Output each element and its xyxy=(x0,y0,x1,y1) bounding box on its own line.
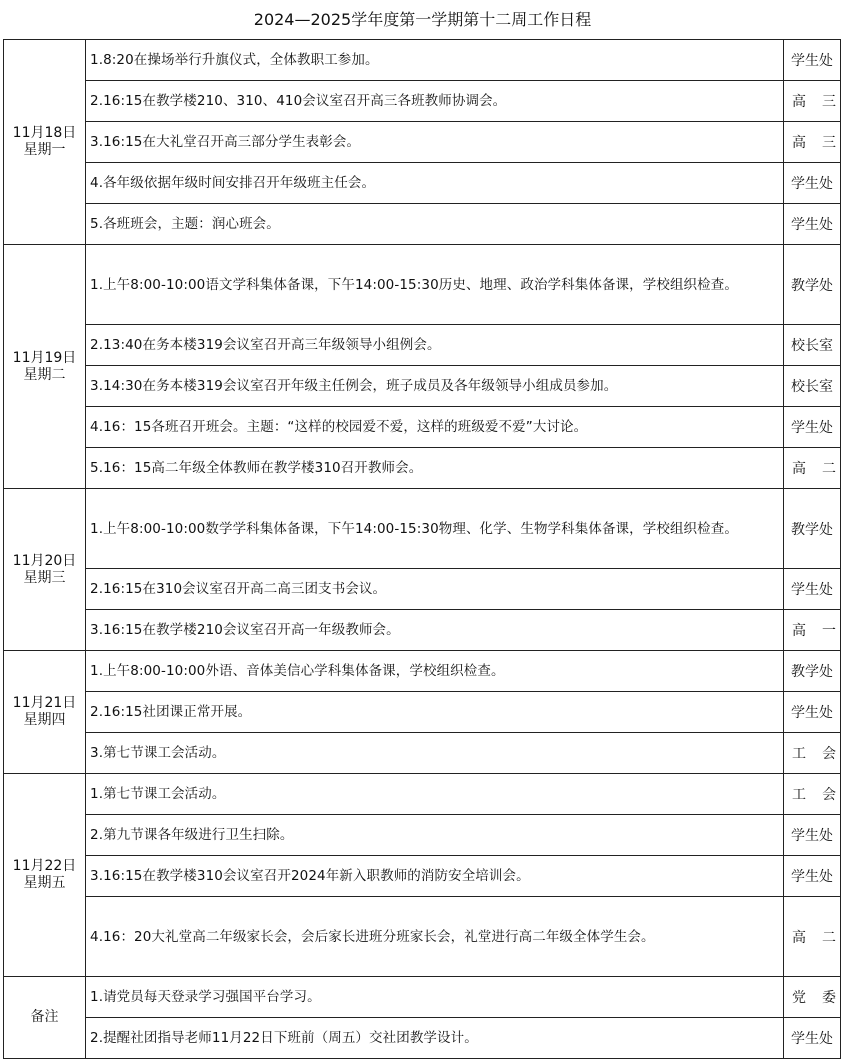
day-weekday: 星期四 xyxy=(23,712,66,728)
department-label: 党委 xyxy=(792,990,852,1006)
day-weekday: 星期三 xyxy=(23,569,66,586)
schedule-item: 2.16:15在教学楼210、310、410会议室召开高三各班教师协调会。 xyxy=(86,81,784,122)
department-label: 校长室 xyxy=(791,379,833,395)
department-cell xyxy=(784,774,852,815)
schedule-item: 2.16:15在310会议室召开高二高三团支书会议。 xyxy=(86,569,784,610)
schedule-item: 2.13:40在务本楼319会议室召开高三年级领导小组例会。 xyxy=(86,325,784,366)
schedule-row xyxy=(4,774,841,815)
department-cell xyxy=(784,163,841,204)
schedule-item: 4.各年级依据年级时间安排召开年级班主任会。 xyxy=(86,163,784,204)
department-label: 学生处 xyxy=(791,828,833,844)
schedule-row xyxy=(4,122,841,163)
department-label: 教学处 xyxy=(791,521,833,538)
department-cell xyxy=(784,325,841,366)
day-cell xyxy=(4,245,86,489)
schedule-item: 3.16:15在教学楼210会议室召开高一年级教师会。 xyxy=(86,610,784,651)
schedule-item: 4.16：15各班召开班会。主题：“这样的校园爱不爱，这样的班级爱不爱”大讨论。 xyxy=(86,407,784,448)
schedule-row xyxy=(4,40,841,81)
schedule-row xyxy=(4,856,841,897)
department-cell xyxy=(784,977,852,1018)
department-label: 学生处 xyxy=(791,176,833,192)
department-label: 学生处 xyxy=(791,420,833,436)
schedule-item: 2.第九节课各年级进行卫生扫除。 xyxy=(86,815,784,856)
day-weekday: 星期五 xyxy=(23,875,66,891)
department-label: 高一 xyxy=(792,623,852,639)
department-cell xyxy=(784,448,852,489)
page-title: 2024—2025学年度第一学期第十二周工作日程 xyxy=(253,10,592,29)
department-label: 校长室 xyxy=(791,338,833,354)
schedule-item: 3.16:15在大礼堂召开高三部分学生表彰会。 xyxy=(86,122,784,163)
department-label: 教学处 xyxy=(791,664,833,680)
schedule-item: 1.上午8:00-10:00语文学科集体备课，下午14:00-15:30历史、地理、政治学科集体备课，学校组织检查。 xyxy=(86,245,784,325)
department-cell xyxy=(784,733,852,774)
schedule-row xyxy=(4,733,841,774)
day-date: 11月18日 xyxy=(12,125,77,141)
day-cell xyxy=(4,489,86,651)
department-label: 学生处 xyxy=(791,1031,833,1047)
department-cell xyxy=(784,1018,841,1059)
schedule-row xyxy=(4,245,841,325)
schedule-row xyxy=(4,448,841,489)
department-cell xyxy=(784,856,841,897)
department-cell xyxy=(784,569,841,610)
schedule-row xyxy=(4,81,841,122)
schedule-item: 1.请党员每天登录学习强国平台学习。 xyxy=(86,977,784,1018)
department-cell xyxy=(784,815,841,856)
schedule-body xyxy=(4,40,852,1059)
schedule-row xyxy=(4,407,841,448)
day-date: 11月22日 xyxy=(12,858,77,874)
day-cell xyxy=(4,40,86,245)
department-label: 工会 xyxy=(792,787,852,803)
day-date: 11月20日 xyxy=(12,552,77,569)
schedule-item: 3.第七节课工会活动。 xyxy=(86,733,784,774)
schedule-row xyxy=(4,569,841,610)
schedule-item: 1.第七节课工会活动。 xyxy=(86,774,784,815)
department-label: 高三 xyxy=(792,135,852,151)
day-cell xyxy=(4,977,86,1059)
day-date: 11月21日 xyxy=(12,695,77,711)
schedule-row xyxy=(4,366,841,407)
department-label: 工会 xyxy=(792,746,852,762)
schedule-row xyxy=(4,489,841,569)
day-cell xyxy=(4,774,86,977)
schedule-item: 2.16:15社团课正常开展。 xyxy=(86,692,784,733)
department-label: 高三 xyxy=(792,94,852,110)
department-cell xyxy=(784,245,841,325)
department-label: 学生处 xyxy=(791,217,833,233)
schedule-item: 5.各班班会，主题：润心班会。 xyxy=(86,204,784,245)
department-cell xyxy=(784,81,852,122)
department-cell xyxy=(784,40,841,81)
schedule-table xyxy=(3,39,852,1059)
schedule-item: 3.16:15在教学楼310会议室召开2024年新入职教师的消防安全培训会。 xyxy=(86,856,784,897)
schedule-row xyxy=(4,897,841,977)
day-weekday: 星期二 xyxy=(23,366,66,383)
schedule-item: 5.16：15高二年级全体教师在教学楼310召开教师会。 xyxy=(86,448,784,489)
department-label: 学生处 xyxy=(791,705,833,721)
department-cell xyxy=(784,651,841,692)
department-label: 高二 xyxy=(792,461,852,477)
department-cell xyxy=(784,204,841,245)
schedule-row xyxy=(4,1018,841,1059)
department-cell xyxy=(784,366,841,407)
schedule-item: 4.16：20大礼堂高二年级家长会，会后家长进班分班家长会，礼堂进行高二年级全体学生会。 xyxy=(86,897,784,977)
department-label: 高二 xyxy=(792,929,852,946)
schedule-row xyxy=(4,977,841,1018)
day-cell xyxy=(4,651,86,774)
schedule-item: 3.14:30在务本楼319会议室召开年级主任例会，班子成员及各年级领导小组成员参加。 xyxy=(86,366,784,407)
department-label: 学生处 xyxy=(791,582,833,598)
schedule-item: 1.上午8:00-10:00外语、音体美信心学科集体备课，学校组织检查。 xyxy=(86,651,784,692)
department-cell xyxy=(784,692,841,733)
department-label: 学生处 xyxy=(791,869,833,885)
department-cell xyxy=(784,897,852,977)
day-date: 备注 xyxy=(30,1009,59,1025)
schedule-row xyxy=(4,651,841,692)
department-cell xyxy=(784,610,852,651)
department-cell xyxy=(784,489,841,569)
schedule-row xyxy=(4,204,841,245)
schedule-item: 2.提醒社团指导老师11月22日下班前（周五）交社团教学设计。 xyxy=(86,1018,784,1059)
day-weekday: 星期一 xyxy=(23,142,66,158)
schedule-row xyxy=(4,325,841,366)
schedule-row xyxy=(4,815,841,856)
schedule-item: 1.上午8:00-10:00数学学科集体备课，下午14:00-15:30物理、化学、生物学科集体备课，学校组织检查。 xyxy=(86,489,784,569)
department-label: 学生处 xyxy=(791,53,833,69)
schedule-row xyxy=(4,692,841,733)
department-label: 教学处 xyxy=(791,277,833,294)
schedule-item: 1.8:20在操场举行升旗仪式，全体教职工参加。 xyxy=(86,40,784,81)
schedule-row xyxy=(4,163,841,204)
department-cell xyxy=(784,407,841,448)
day-date: 11月19日 xyxy=(12,349,77,366)
schedule-row xyxy=(4,610,841,651)
department-cell xyxy=(784,122,852,163)
